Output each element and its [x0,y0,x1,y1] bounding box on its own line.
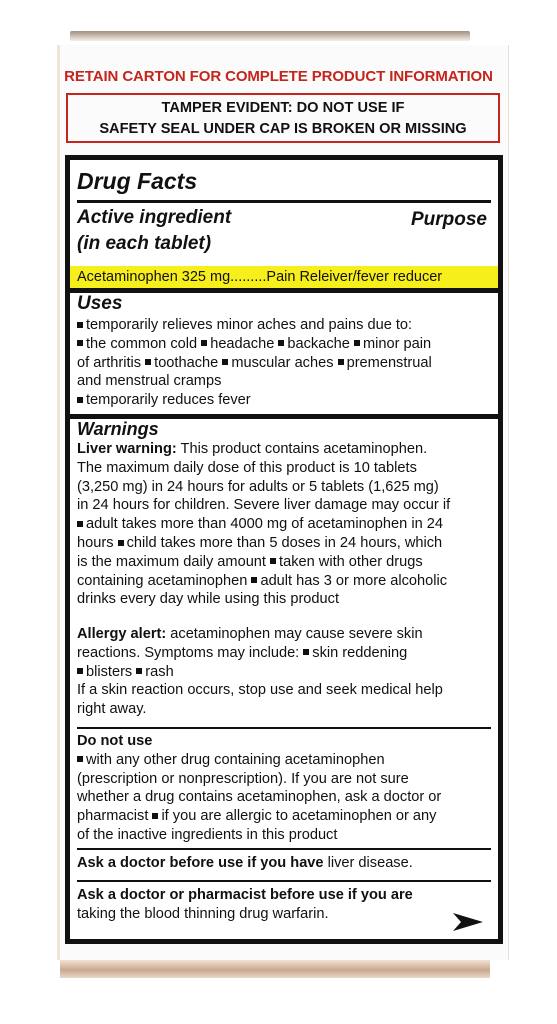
ask-pharmacist-label: Ask a doctor or pharmacist before use if you are [77,887,413,903]
do-not-use-line: of the inactive ingredients in this product [77,826,338,843]
warning-line: taken with other drugs [279,553,423,570]
square-bullet-icon [145,359,151,365]
do-not-use-line: with any other drug containing acetaminophen [86,751,385,768]
drug-facts-panel [65,155,503,944]
uses-line: and menstrual cramps [77,373,222,390]
warning-line: drinks every day while using this product [77,591,340,608]
ask-doctor-text: liver disease. [327,855,413,871]
tamper-line-2: SAFETY SEAL UNDER CAP IS BROKEN OR MISSING [99,121,467,137]
square-bullet-icon [278,340,284,346]
drug-facts-title: Drug Facts [77,168,198,194]
uses-line: temporarily relieves minor aches and pains due to: [86,317,413,333]
carton-top-edge [70,31,470,41]
warning-line: adult takes more than 4000 mg of acetaminophen in 24 [86,516,443,533]
square-bullet-icon [77,756,83,762]
do-not-use-line: whether a drug contains acetaminophen, ask a doctor or [77,789,442,806]
square-bullet-icon [303,649,309,655]
ask-doctor-label: Ask a doctor before use if you have [77,855,324,871]
subsection-rule [77,727,491,729]
square-bullet-icon [222,359,228,365]
square-bullet-icon [251,577,257,583]
warning-line: This product contains acetaminophen. [180,441,428,457]
retain-carton-notice: RETAIN CARTON FOR COMPLETE PRODUCT INFORMATION [64,68,493,85]
allergy-alert-label: Allergy alert: [77,626,167,642]
square-bullet-icon [354,340,360,346]
tamper-line-1: TAMPER EVIDENT: DO NOT USE IF [161,100,405,116]
square-bullet-icon [136,668,142,674]
square-bullet-icon [338,359,344,365]
warning-line: in 24 hours for children. Severe liver damage may occur if [77,497,451,514]
uses-item: toothache [154,354,219,371]
do-not-use-line: (prescription or nonprescription). If you are not sure [77,770,409,787]
square-bullet-icon [77,668,83,674]
active-ingredient-heading: Active ingredient [77,207,232,228]
warning-line: adult has 3 or more alcoholic [260,572,448,589]
warning-line: containing acetaminophen [77,572,248,589]
subsection-rule [77,848,491,850]
uses-item: muscular aches [231,354,334,371]
warning-line: is the maximum daily amount [77,553,266,570]
do-not-use-heading: Do not use [77,733,153,749]
uses-item: of arthritis [77,354,142,371]
do-not-use-line: if you are allergic to acetaminophen or any [161,808,437,825]
square-bullet-icon [77,397,83,403]
subsection-rule [77,880,491,882]
uses-item: minor pain [362,335,432,352]
uses-heading: Uses [77,293,123,314]
square-bullet-icon [201,340,207,346]
warning-line: The maximum daily dose of this product is 10 tablets [77,459,417,476]
uses-item: the common cold [86,335,198,352]
continue-arrow-icon [453,913,483,931]
warning-line: (3,250 mg) in 24 hours for adults or 5 tablets (1,625 mg) [77,478,439,495]
liver-warning [77,440,495,609]
square-bullet-icon [77,340,83,346]
carton-bottom-edge [60,960,490,978]
allergy-line: right away. [77,701,147,718]
do-not-use-section [77,732,495,845]
allergy-line: acetaminophen may cause severe skin [170,626,423,642]
tamper-evident-box [66,93,500,143]
square-bullet-icon [118,540,124,546]
square-bullet-icon [152,813,158,819]
ask-pharmacist-section [77,886,495,924]
uses-text [77,316,495,410]
uses-line: temporarily reduces fever [86,392,251,409]
ask-pharmacist-text: taking the blood thinning drug warfarin. [77,905,329,922]
uses-item: headache [210,335,275,352]
allergy-line: reactions. Symptoms may include: [77,644,300,661]
warnings-heading: Warnings [77,419,159,439]
square-bullet-icon [270,558,276,564]
allergy-alert [77,625,495,719]
uses-item: premenstrual [346,354,432,371]
warning-line: child takes more than 5 doses in 24 hours, which [126,534,443,551]
liver-warning-label: Liver warning: [77,441,177,457]
allergy-line: blisters [86,663,133,680]
allergy-line: If a skin reaction occurs, stop use and seek medical help [77,682,443,699]
allergy-line: rash [145,663,174,680]
purpose-heading: Purpose [410,209,487,230]
active-ingredient-row: Acetaminophen 325 mg.........Pain Releiver/fever reducer [70,266,498,288]
active-ingredient-subheading: (in each tablet) [77,233,212,254]
square-bullet-icon [77,521,83,527]
uses-item: backache [287,335,350,352]
warning-line: hours [77,534,114,551]
ask-doctor-section [77,854,495,873]
do-not-use-line: pharmacist [77,808,149,825]
square-bullet-icon [77,322,83,328]
section-rule [70,288,498,293]
allergy-line: skin reddening [312,644,408,661]
title-rule [77,200,491,203]
